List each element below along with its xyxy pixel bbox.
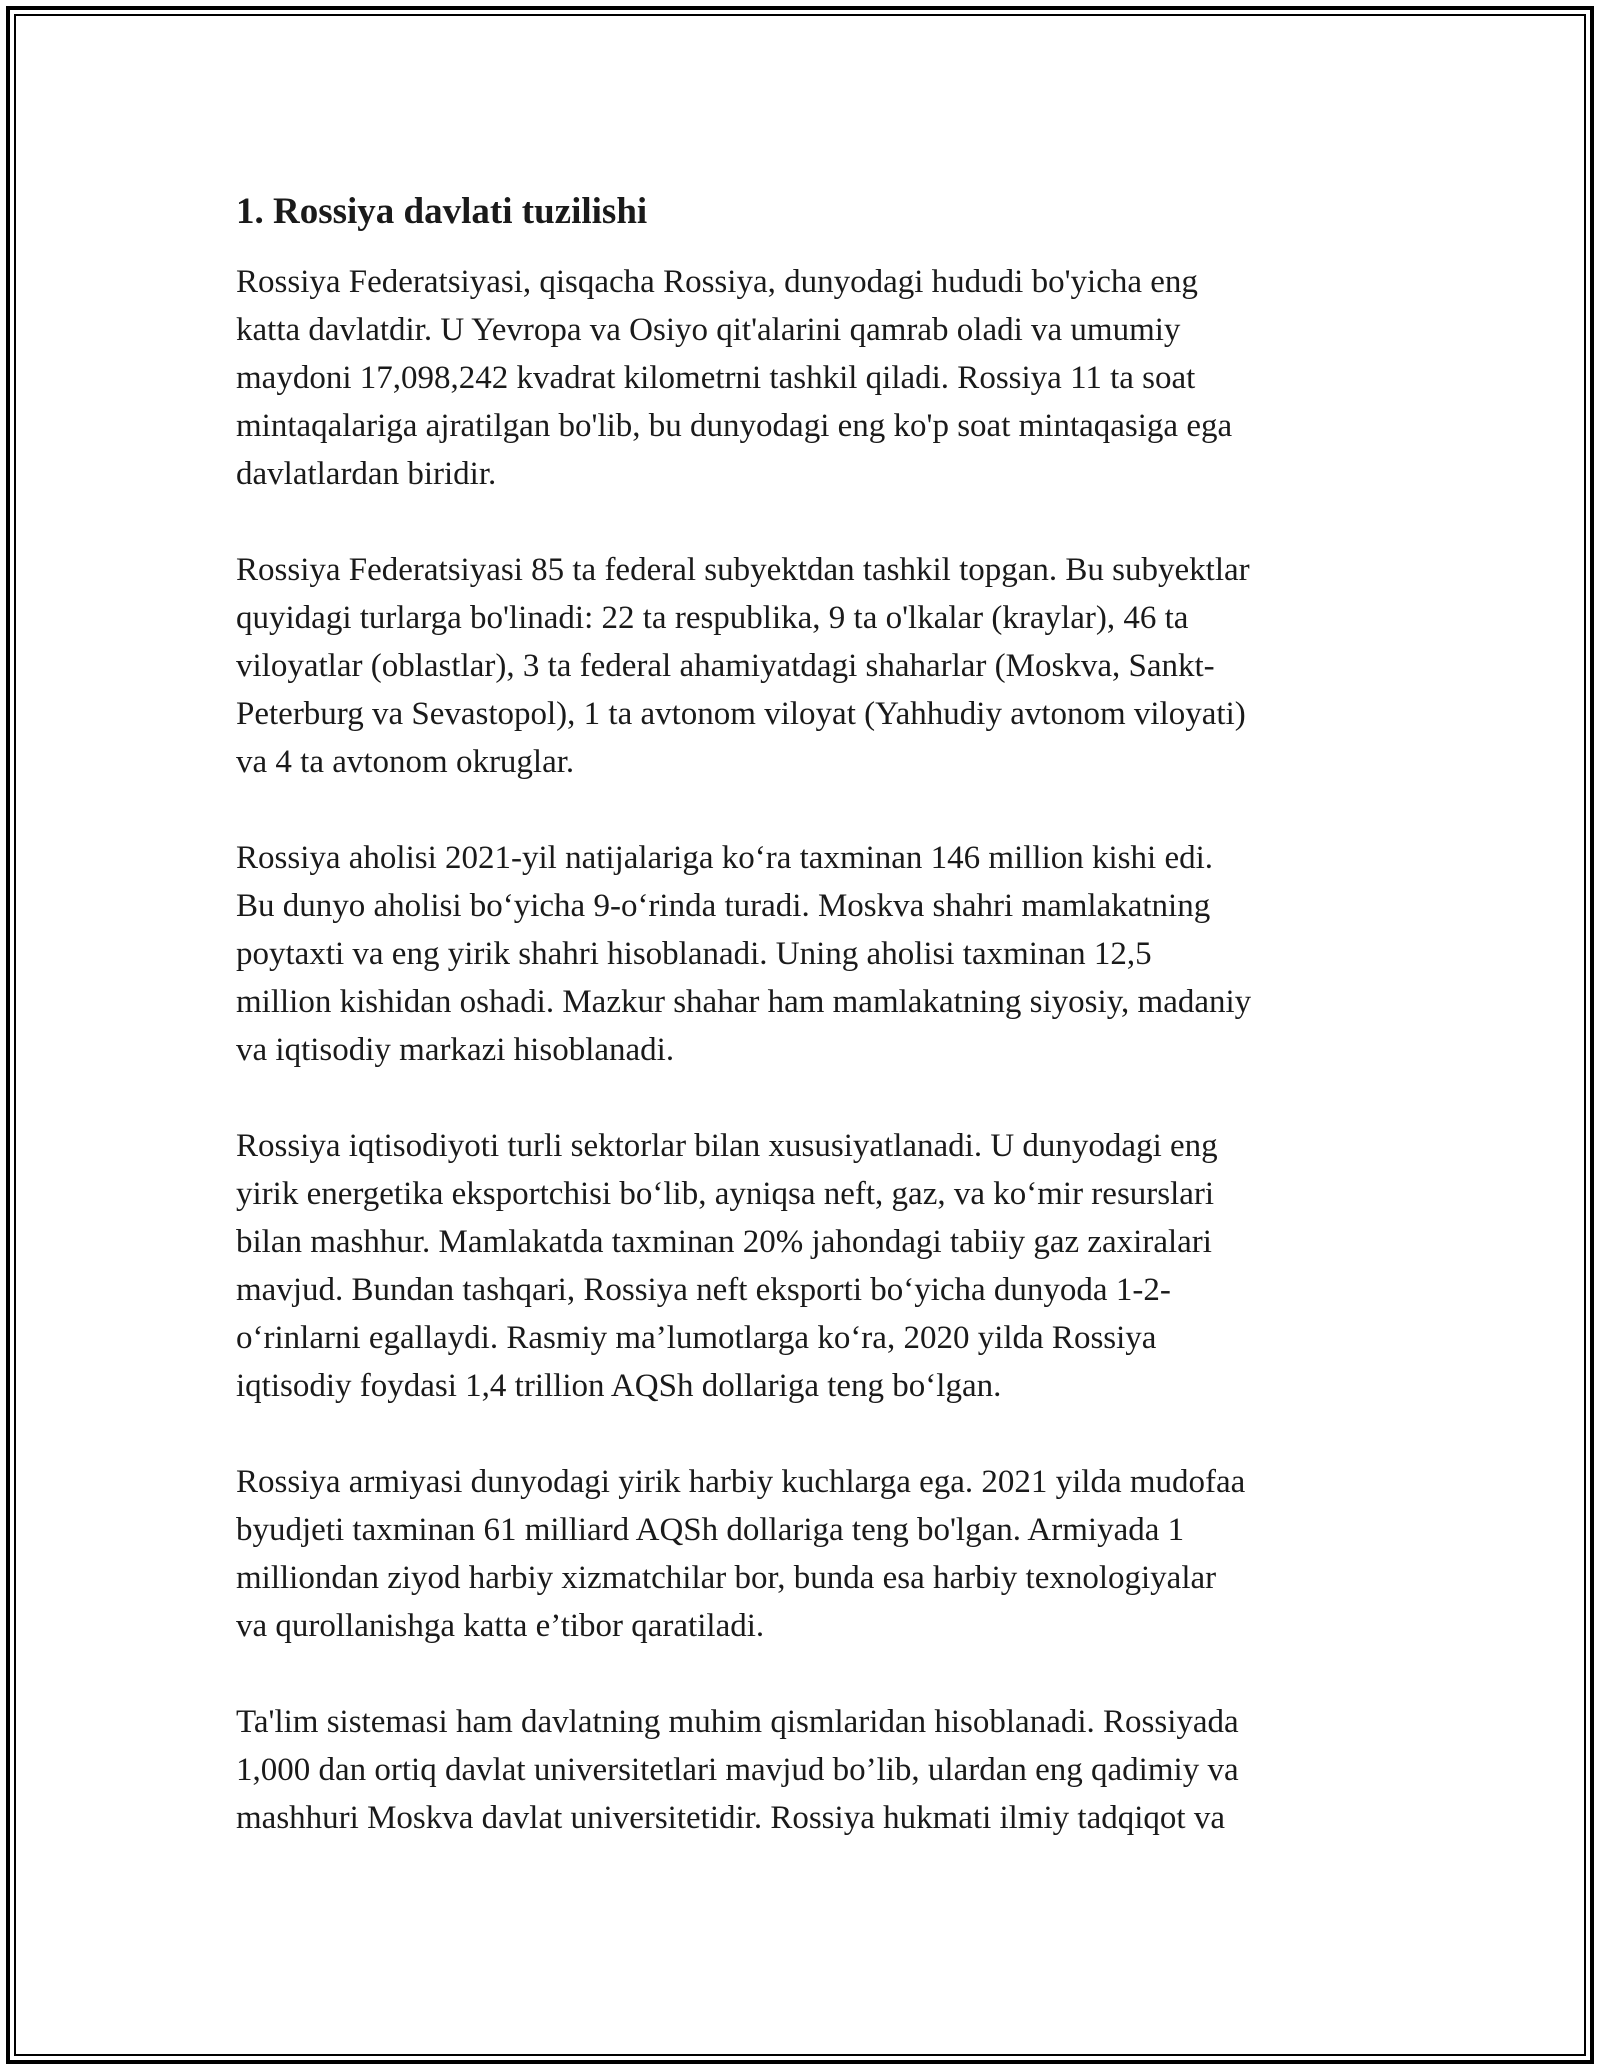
- text-line: Ta'lim sistemasi ham davlatning muhim qismlaridan hisoblanadi. Rossiyada: [236, 1704, 1239, 1740]
- text-line: iqtisodiy foydasi 1,4 trillion AQSh dollariga teng bo‘lgan.: [236, 1368, 1002, 1404]
- text-line: Rossiya Federatsiyasi, qisqacha Rossiya, dunyodagi hududi bo'yicha eng: [236, 264, 1198, 300]
- paragraph-population: [236, 834, 1386, 1074]
- text-line: Rossiya aholisi 2021-yil natijalariga ko‘ra taxminan 146 million kishi edi.: [236, 840, 1214, 876]
- text-line: va 4 ta avtonom okruglar.: [236, 744, 575, 780]
- text-line: maydoni 17,098,242 kvadrat kilometrni tashkil qiladi. Rossiya 11 ta soat: [236, 360, 1196, 396]
- text-line: Rossiya Federatsiyasi 85 ta federal subyektdan tashkil topgan. Bu subyektlar: [236, 552, 1250, 588]
- text-line: Rossiya armiyasi dunyodagi yirik harbiy kuchlarga ega. 2021 yilda mudofaa: [236, 1464, 1246, 1500]
- text-line: yirik energetika eksportchisi bo‘lib, ayniqsa neft, gaz, va ko‘mir resurslari: [236, 1176, 1215, 1212]
- text-line: bilan mashhur. Mamlakatda taxminan 20% jahondagi tabiiy gaz zaxiralari: [236, 1224, 1212, 1260]
- text-line: Bu dunyo aholisi bo‘yicha 9-o‘rinda turadi. Moskva shahri mamlakatning: [236, 888, 1211, 924]
- text-line: viloyatlar (oblastlar), 3 ta federal ahamiyatdagi shaharlar (Moskva, Sankt-: [236, 648, 1215, 684]
- text-line: milliondan ziyod harbiy xizmatchilar bor, bunda esa harbiy texnologiyalar: [236, 1560, 1217, 1596]
- text-line: mintaqalariga ajratilgan bo'lib, bu dunyodagi eng ko'p soat mintaqasiga ega: [236, 408, 1233, 444]
- text-line: Peterburg va Sevastopol), 1 ta avtonom viloyat (Yahhudiy avtonom viloyati): [236, 696, 1246, 732]
- paragraph-territory: [236, 258, 1386, 498]
- paragraph-army: [236, 1458, 1386, 1650]
- text-line: 1,000 dan ortiq davlat universitetlari mavjud bo’lib, ulardan eng qadimiy va: [236, 1752, 1239, 1788]
- text-line: mavjud. Bundan tashqari, Rossiya neft eksporti bo‘yicha dunyoda 1-2-: [236, 1272, 1171, 1308]
- document-body: [236, 186, 1386, 1890]
- text-line: million kishidan oshadi. Mazkur shahar ham mamlakatning siyosiy, madaniy: [236, 984, 1252, 1020]
- text-line: va qurollanishga katta e’tibor qaratiladi.: [236, 1608, 765, 1644]
- paragraph-federal-subjects: [236, 546, 1386, 786]
- text-line: o‘rinlarni egallaydi. Rasmiy ma’lumotlarga ko‘ra, 2020 yilda Rossiya: [236, 1320, 1157, 1356]
- paragraph-economy: [236, 1122, 1386, 1410]
- document-title: 1. Rossiya davlati tuzilishi: [236, 191, 648, 232]
- text-line: mashhuri Moskva davlat universitetidir. Rossiya hukmati ilmiy tadqiqot va: [236, 1800, 1225, 1836]
- text-line: katta davlatdir. U Yevropa va Osiyo qit'alarini qamrab oladi va umumiy: [236, 312, 1181, 348]
- text-line: quyidagi turlarga bo'linadi: 22 ta respublika, 9 ta o'lkalar (kraylar), 46 ta: [236, 600, 1189, 636]
- text-line: davlatlardan biridir.: [236, 456, 497, 492]
- text-line: va iqtisodiy markazi hisoblanadi.: [236, 1032, 675, 1068]
- text-line: byudjeti taxminan 61 milliard AQSh dollariga teng bo'lgan. Armiyada 1: [236, 1512, 1185, 1548]
- text-line: poytaxti va eng yirik shahri hisoblanadi. Uning aholisi taxminan 12,5: [236, 936, 1152, 972]
- text-line: Rossiya iqtisodiyoti turli sektorlar bilan xususiyatlanadi. U dunyodagi eng: [236, 1128, 1218, 1164]
- paragraph-education: [236, 1698, 1386, 1842]
